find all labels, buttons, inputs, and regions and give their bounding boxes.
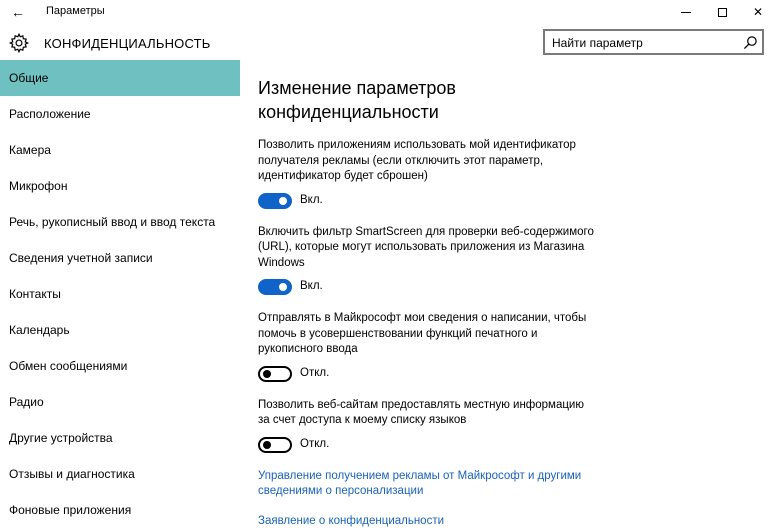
sidebar-item-other-devices[interactable]: Другие устройства bbox=[9, 431, 113, 445]
privacy-statement-link[interactable]: Заявление о конфиденциальности bbox=[258, 514, 445, 527]
main-content bbox=[258, 76, 758, 529]
sidebar-item-microphone[interactable]: Микрофон bbox=[9, 179, 68, 193]
setting-smartscreen bbox=[258, 225, 758, 298]
sidebar bbox=[0, 60, 240, 528]
sidebar-item-camera[interactable]: Камера bbox=[9, 143, 51, 157]
gear-icon bbox=[8, 32, 30, 54]
advertising-id-toggle[interactable] bbox=[258, 193, 292, 209]
close-button[interactable] bbox=[740, 0, 774, 24]
sidebar-item-radios[interactable]: Радио bbox=[9, 395, 44, 409]
setting-typing-info bbox=[258, 311, 758, 384]
maximize-icon bbox=[718, 8, 727, 17]
sidebar-item-calendar[interactable]: Календарь bbox=[9, 323, 70, 337]
section-heading: Изменение параметров конфиденциальности bbox=[258, 78, 456, 122]
toggle-row bbox=[258, 366, 758, 384]
setting-language-list bbox=[258, 398, 758, 455]
toggle-row bbox=[258, 279, 758, 297]
maximize-button[interactable] bbox=[704, 0, 740, 24]
sidebar-item-general[interactable]: Общие bbox=[0, 60, 240, 96]
language-list-toggle[interactable] bbox=[258, 437, 292, 453]
page-title: КОНФИДЕНЦИАЛЬНОСТЬ bbox=[44, 36, 211, 51]
toggle-row bbox=[258, 437, 758, 455]
typing-info-toggle[interactable] bbox=[258, 366, 292, 382]
toggle-knob bbox=[279, 197, 287, 205]
sidebar-item-feedback-diagnostics[interactable]: Отзывы и диагностика bbox=[9, 467, 135, 481]
toggle-state-label: Вкл. bbox=[300, 280, 323, 292]
sidebar-item-speech-inking-typing[interactable]: Речь, рукописный ввод и ввод текста bbox=[9, 215, 216, 229]
smartscreen-toggle[interactable] bbox=[258, 279, 292, 295]
setting-description: Позволить приложениям использовать мой идентификатор получателя рекламы (если отключить этот параметр, идентификатор будет сброшен) bbox=[258, 139, 576, 182]
search-placeholder: Найти параметр bbox=[552, 36, 643, 50]
toggle-knob bbox=[279, 283, 287, 291]
toggle-row bbox=[258, 193, 758, 211]
back-arrow-icon[interactable]: ← bbox=[11, 4, 25, 20]
setting-description: Позволить веб-сайтам предоставлять местную информацию за счет доступа к моему списку языков bbox=[258, 398, 584, 426]
sidebar-item-messaging[interactable]: Обмен сообщениями bbox=[9, 359, 128, 373]
minimize-button[interactable] bbox=[668, 0, 704, 24]
title-bar bbox=[0, 0, 774, 24]
setting-description: Отправлять в Майкрософт мои сведения о написании, чтобы помочь в усовершенствовании функций печатного и рукописного ввода bbox=[258, 312, 587, 355]
toggle-state-label: Вкл. bbox=[300, 193, 323, 206]
setting-description: Включить фильтр SmartScreen для проверки веб-содержимого (URL), которые могут использовать приложения из Магазина Windows bbox=[258, 225, 594, 269]
sidebar-item-background-apps[interactable]: Фоновые приложения bbox=[9, 503, 132, 517]
search-icon[interactable] bbox=[743, 35, 758, 50]
toggle-knob bbox=[263, 441, 271, 449]
close-icon: ✕ bbox=[752, 5, 764, 19]
setting-advertising-id bbox=[258, 138, 758, 211]
manage-ads-link[interactable]: Управление получением рекламы от Майкрософт и другими сведениями о персонализации bbox=[258, 469, 582, 497]
sidebar-item-location[interactable]: Расположение bbox=[9, 107, 91, 121]
toggle-knob bbox=[263, 370, 271, 378]
toggle-state-label: Откл. bbox=[300, 366, 330, 379]
window-title: Параметры bbox=[46, 5, 105, 17]
search-input[interactable] bbox=[543, 29, 764, 55]
toggle-state-label: Откл. bbox=[300, 437, 330, 450]
sidebar-item-contacts[interactable]: Контакты bbox=[9, 287, 61, 301]
minimize-icon bbox=[681, 12, 691, 13]
sidebar-item-account-info[interactable]: Сведения учетной записи bbox=[9, 251, 153, 265]
